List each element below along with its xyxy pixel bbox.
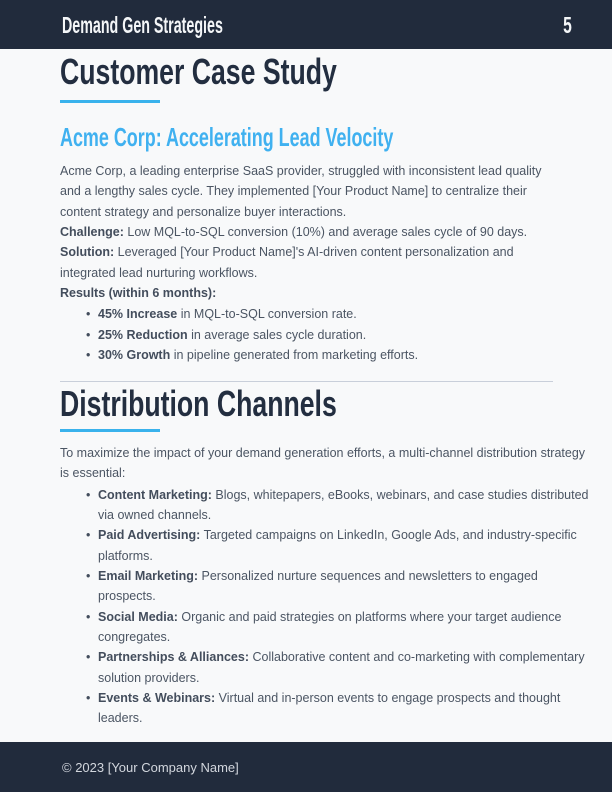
section-title-distribution-channels: Distribution Channels bbox=[60, 383, 337, 424]
section-divider bbox=[60, 381, 553, 382]
section-title-customer-case-study: Customer Case Study bbox=[60, 51, 337, 92]
field-label: Challenge: bbox=[60, 224, 124, 239]
distribution-body bbox=[60, 443, 593, 729]
case-study-solution bbox=[60, 242, 562, 283]
accent-rule bbox=[60, 100, 160, 103]
bullet-label: Events & Webinars: bbox=[98, 690, 216, 705]
field-label: Results (within 6 months): bbox=[60, 285, 217, 300]
bullet-label: Email Marketing: bbox=[98, 568, 199, 583]
bullet-label: Content Marketing: bbox=[98, 487, 212, 502]
results-list bbox=[60, 304, 562, 365]
bullet-text: Collaborative content and co-marketing with complementary solution providers. bbox=[98, 650, 585, 685]
list-item bbox=[98, 525, 593, 566]
bullet-label: Paid Advertising: bbox=[98, 528, 201, 543]
bullet-label: Partnerships & Alliances: bbox=[98, 650, 249, 665]
bullet-text: in MQL-to-SQL conversion rate. bbox=[180, 307, 357, 322]
list-item bbox=[98, 325, 562, 345]
case-study-body bbox=[60, 161, 562, 365]
paragraph-text: To maximize the impact of your demand generation efforts, a multi-channel distribution strategy is essential: bbox=[60, 446, 586, 481]
bullet-text: Personalized nurture sequences and newsletters to engaged prospects. bbox=[98, 568, 538, 604]
case-study-results-heading bbox=[60, 283, 562, 303]
list-item bbox=[98, 688, 593, 729]
paragraph-text: Acme Corp, a leading enterprise SaaS provider, struggled with inconsistent lead quality and a lengthy sales cycle. They implemented [Your Product Name] to centralize their content strategy and personalize buyer interactions. bbox=[60, 164, 542, 219]
bullet-label: 25% Reduction bbox=[98, 327, 188, 342]
list-item bbox=[98, 607, 593, 648]
list-item bbox=[98, 647, 593, 688]
distribution-intro bbox=[60, 443, 593, 484]
bullet-text: Blogs, whitepapers, eBooks, webinars, and case studies distributed via owned channels. bbox=[98, 487, 589, 522]
page-header bbox=[0, 0, 612, 49]
bullet-label: Social Media: bbox=[98, 609, 178, 624]
accent-rule bbox=[60, 429, 160, 432]
bullet-text: Targeted campaigns on LinkedIn, Google Ads, and industry-specific platforms. bbox=[98, 528, 577, 563]
list-item bbox=[98, 485, 593, 526]
bullet-text: in pipeline generated from marketing efforts. bbox=[173, 347, 419, 362]
field-label: Solution: bbox=[60, 245, 115, 260]
page-footer bbox=[0, 742, 612, 792]
case-study-intro bbox=[60, 161, 562, 222]
channels-list bbox=[60, 485, 593, 729]
case-study-challenge bbox=[60, 222, 562, 242]
bullet-text: Organic and paid strategies on platforms where your target audience congregates. bbox=[98, 609, 562, 644]
copyright-text: © 2023 [Your Company Name] bbox=[62, 759, 239, 775]
header-title: Demand Gen Strategies bbox=[62, 12, 223, 38]
field-text: Leveraged [Your Product Name]'s AI-driven content personalization and integrated lead nurturing workflows. bbox=[60, 245, 514, 280]
field-text: Low MQL-to-SQL conversion (10%) and average sales cycle of 90 days. bbox=[127, 224, 528, 239]
list-item bbox=[98, 566, 593, 607]
bullet-label: 30% Growth bbox=[98, 347, 171, 362]
bullet-text: Virtual and in-person events to engage prospects and thought leaders. bbox=[98, 690, 561, 726]
list-item bbox=[98, 345, 562, 365]
bullet-text: in average sales cycle duration. bbox=[191, 327, 367, 342]
bullet-label: 45% Increase bbox=[98, 307, 178, 322]
page-number: 5 bbox=[563, 12, 572, 38]
list-item bbox=[98, 304, 562, 324]
case-study-subtitle: Acme Corp: Accelerating Lead Velocity bbox=[60, 122, 394, 152]
